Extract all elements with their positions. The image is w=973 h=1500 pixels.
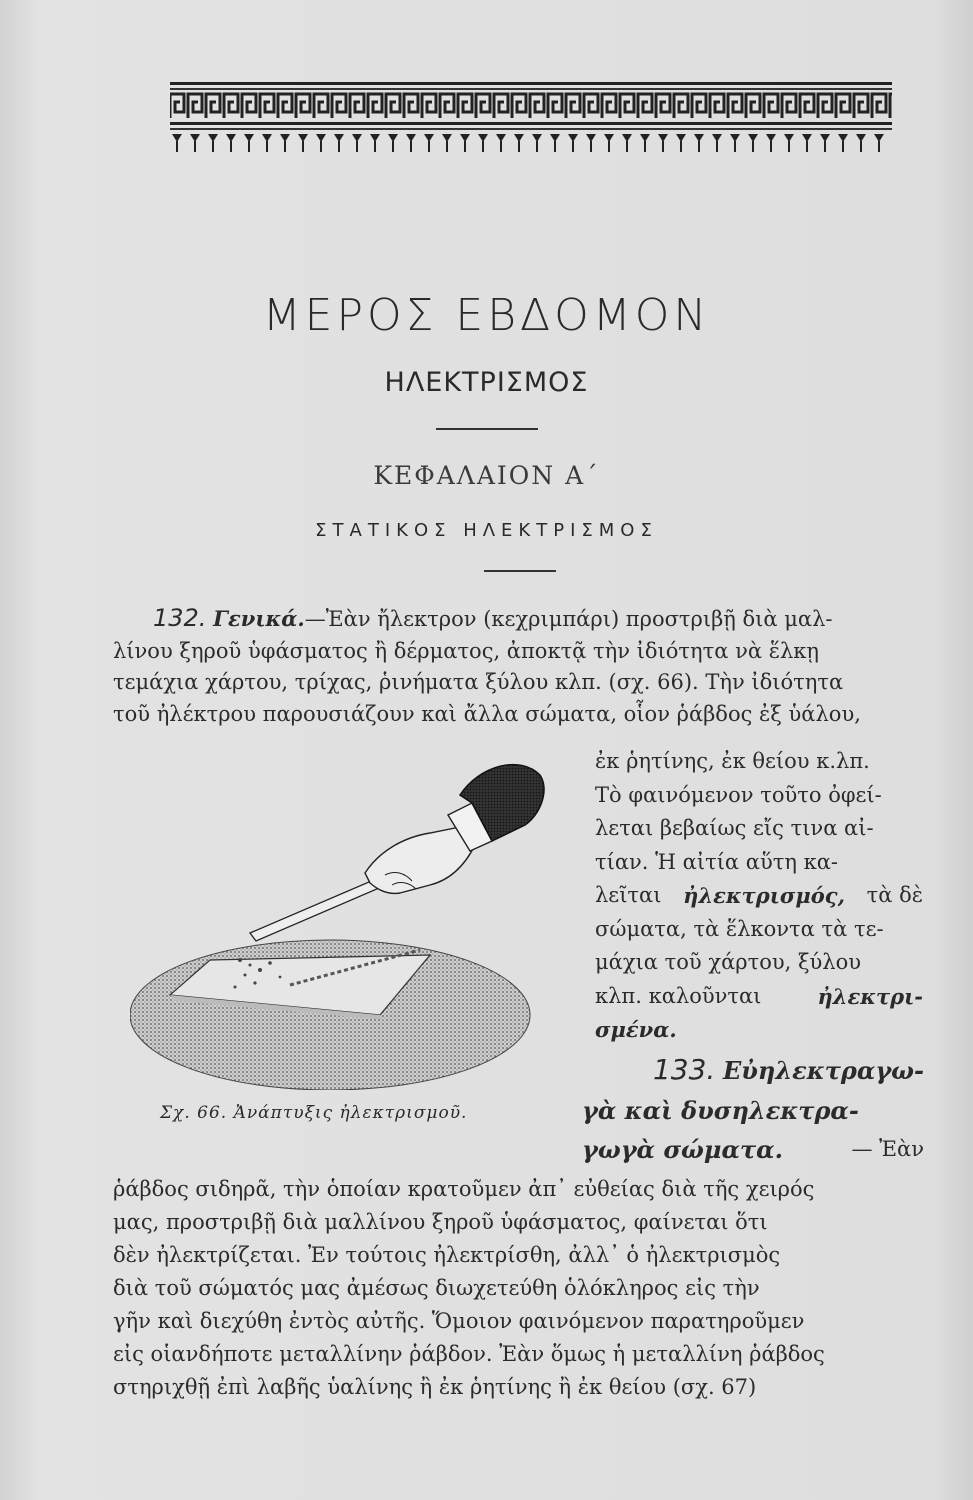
text-line: λίνου ξηροῦ ὑφάσματος ἢ δέρματος, ἀποκτᾷ τὴν ἰδιότητα νὰ ἕλκῃ xyxy=(113,638,820,663)
heading-part: γωγὰ σώματα. xyxy=(582,1135,783,1164)
section-132-top xyxy=(113,603,923,730)
text-line: ἐκ ῥητίνης, ἐκ θείου κ.λπ. xyxy=(595,749,870,773)
section-133-heading-line-1 xyxy=(582,1050,924,1091)
text-line: σμένα. xyxy=(595,1017,677,1042)
text-line: στηριχθῇ ἐπὶ λαβῆς ὑαλίνης ἢ ἐκ ῥητίνης ἢ ἐκ θείου (σχ. 67) xyxy=(113,1375,757,1399)
text-span: — Ἐὰν xyxy=(851,1137,924,1161)
section-133-heading xyxy=(582,1050,924,1169)
text-line: τεμάχια χάρτου, τρίχας, ῥινήματα ξύλου κλπ. (σχ. 66). Τὴν ἰδιότητα xyxy=(113,670,844,694)
section-number: 132. xyxy=(153,604,207,632)
divider-1 xyxy=(436,428,538,430)
text-line xyxy=(595,980,923,1014)
heading-part: γὰ καὶ δυσηλεκτρα- xyxy=(582,1096,859,1125)
section-133-heading-line-3 xyxy=(582,1130,924,1169)
term-electricity: ἠλεκτρισμός, xyxy=(683,883,845,908)
section-number: 133. xyxy=(652,1053,716,1086)
text-line: ῥάβδος σιδηρᾶ, τὴν ὁποίαν κρατοῦμεν ἀπ᾽ εὐθείας διὰ τῆς χειρός xyxy=(113,1177,815,1201)
chapter-subtitle: ΣΤΑΤΙΚΟΣ ΗΛΕΚΤΡΙΣΜΟΣ xyxy=(315,520,658,541)
figure-66-illustration xyxy=(130,755,545,1090)
greek-key-ornament xyxy=(170,78,892,156)
text-line: δὲν ἠλεκτρίζεται. Ἐν τούτοις ἠλεκτρίσθη, ἀλλ᾽ ὁ ἠλεκτρισμὸς xyxy=(113,1243,781,1267)
hand xyxy=(365,827,475,893)
section-133-body xyxy=(113,1173,923,1404)
section-132-heading-line xyxy=(113,603,923,636)
text-line: λεται βεβαίως εἴς τινα αἰ- xyxy=(595,816,874,840)
part-subject: ΗΛΕΚΤΡΙΣΜΟΣ xyxy=(384,367,589,398)
part-title: ΜΕΡΟΣ ΕΒΔΟΜΟΝ xyxy=(262,290,711,341)
text-line: Τὸ φαινόμενον τοῦτο ὀφεί- xyxy=(595,782,882,807)
text-line: μας, προστριβῇ διὰ μαλλίνου ξηροῦ ὑφάσματος, φαίνεται ὅτι xyxy=(113,1210,768,1234)
text-line: εἰς οἱανδήποτε μεταλλίνην ῥάβδον. Ἐὰν ὅμως ἡ μεταλλίνη ῥάβδος xyxy=(113,1342,825,1366)
text-line: τοῦ ἠλέκτρου παρουσιάζουν καὶ ἄλλα σώματα, οἷον ῥάβδος ἐξ ὑάλου, xyxy=(113,701,861,726)
figure-caption: Σχ. 66. Ἀνάπτυξις ἠλεκτρισμοῦ. xyxy=(160,1103,468,1123)
text-span: τὰ δὲ xyxy=(866,883,923,907)
text-line: σώματα, τὰ ἕλκοντα τὰ τε- xyxy=(595,916,884,941)
text-span: λεῖται xyxy=(595,883,662,907)
heading-part: Εὐηλεκτραγω- xyxy=(722,1056,924,1085)
term-electrified: ἠλεκτρι- xyxy=(817,983,923,1009)
text-line: διὰ τοῦ σώματός μας ἀμέσως διωχετεύθη ὁλόκληρος εἰς τὴν xyxy=(113,1276,760,1300)
text-line: μάχια τοῦ χάρτου, ξύλου xyxy=(595,950,862,974)
text-line xyxy=(595,879,923,913)
text-line: —Ἐὰν ἤλεκτρον (κεχριμπάρι) προστριβῇ διὰ μαλ- xyxy=(304,607,833,631)
text-span: κλπ. καλοῦνται xyxy=(595,983,762,1008)
divider-2 xyxy=(484,570,556,572)
text-line: γῆν καὶ διεχύθη ἐντὸς αὐτῆς. Ὅμοιον φαινόμενον παρατηροῦμεν xyxy=(113,1309,805,1333)
section-132-side xyxy=(595,745,923,1047)
section-heading: Γενικά. xyxy=(213,606,305,631)
chapter-title: ΚΕΦΑΛΑΙΟΝ Α΄ xyxy=(373,461,600,490)
text-line: τίαν. Ἡ αἰτία αὕτη κα- xyxy=(595,849,839,874)
